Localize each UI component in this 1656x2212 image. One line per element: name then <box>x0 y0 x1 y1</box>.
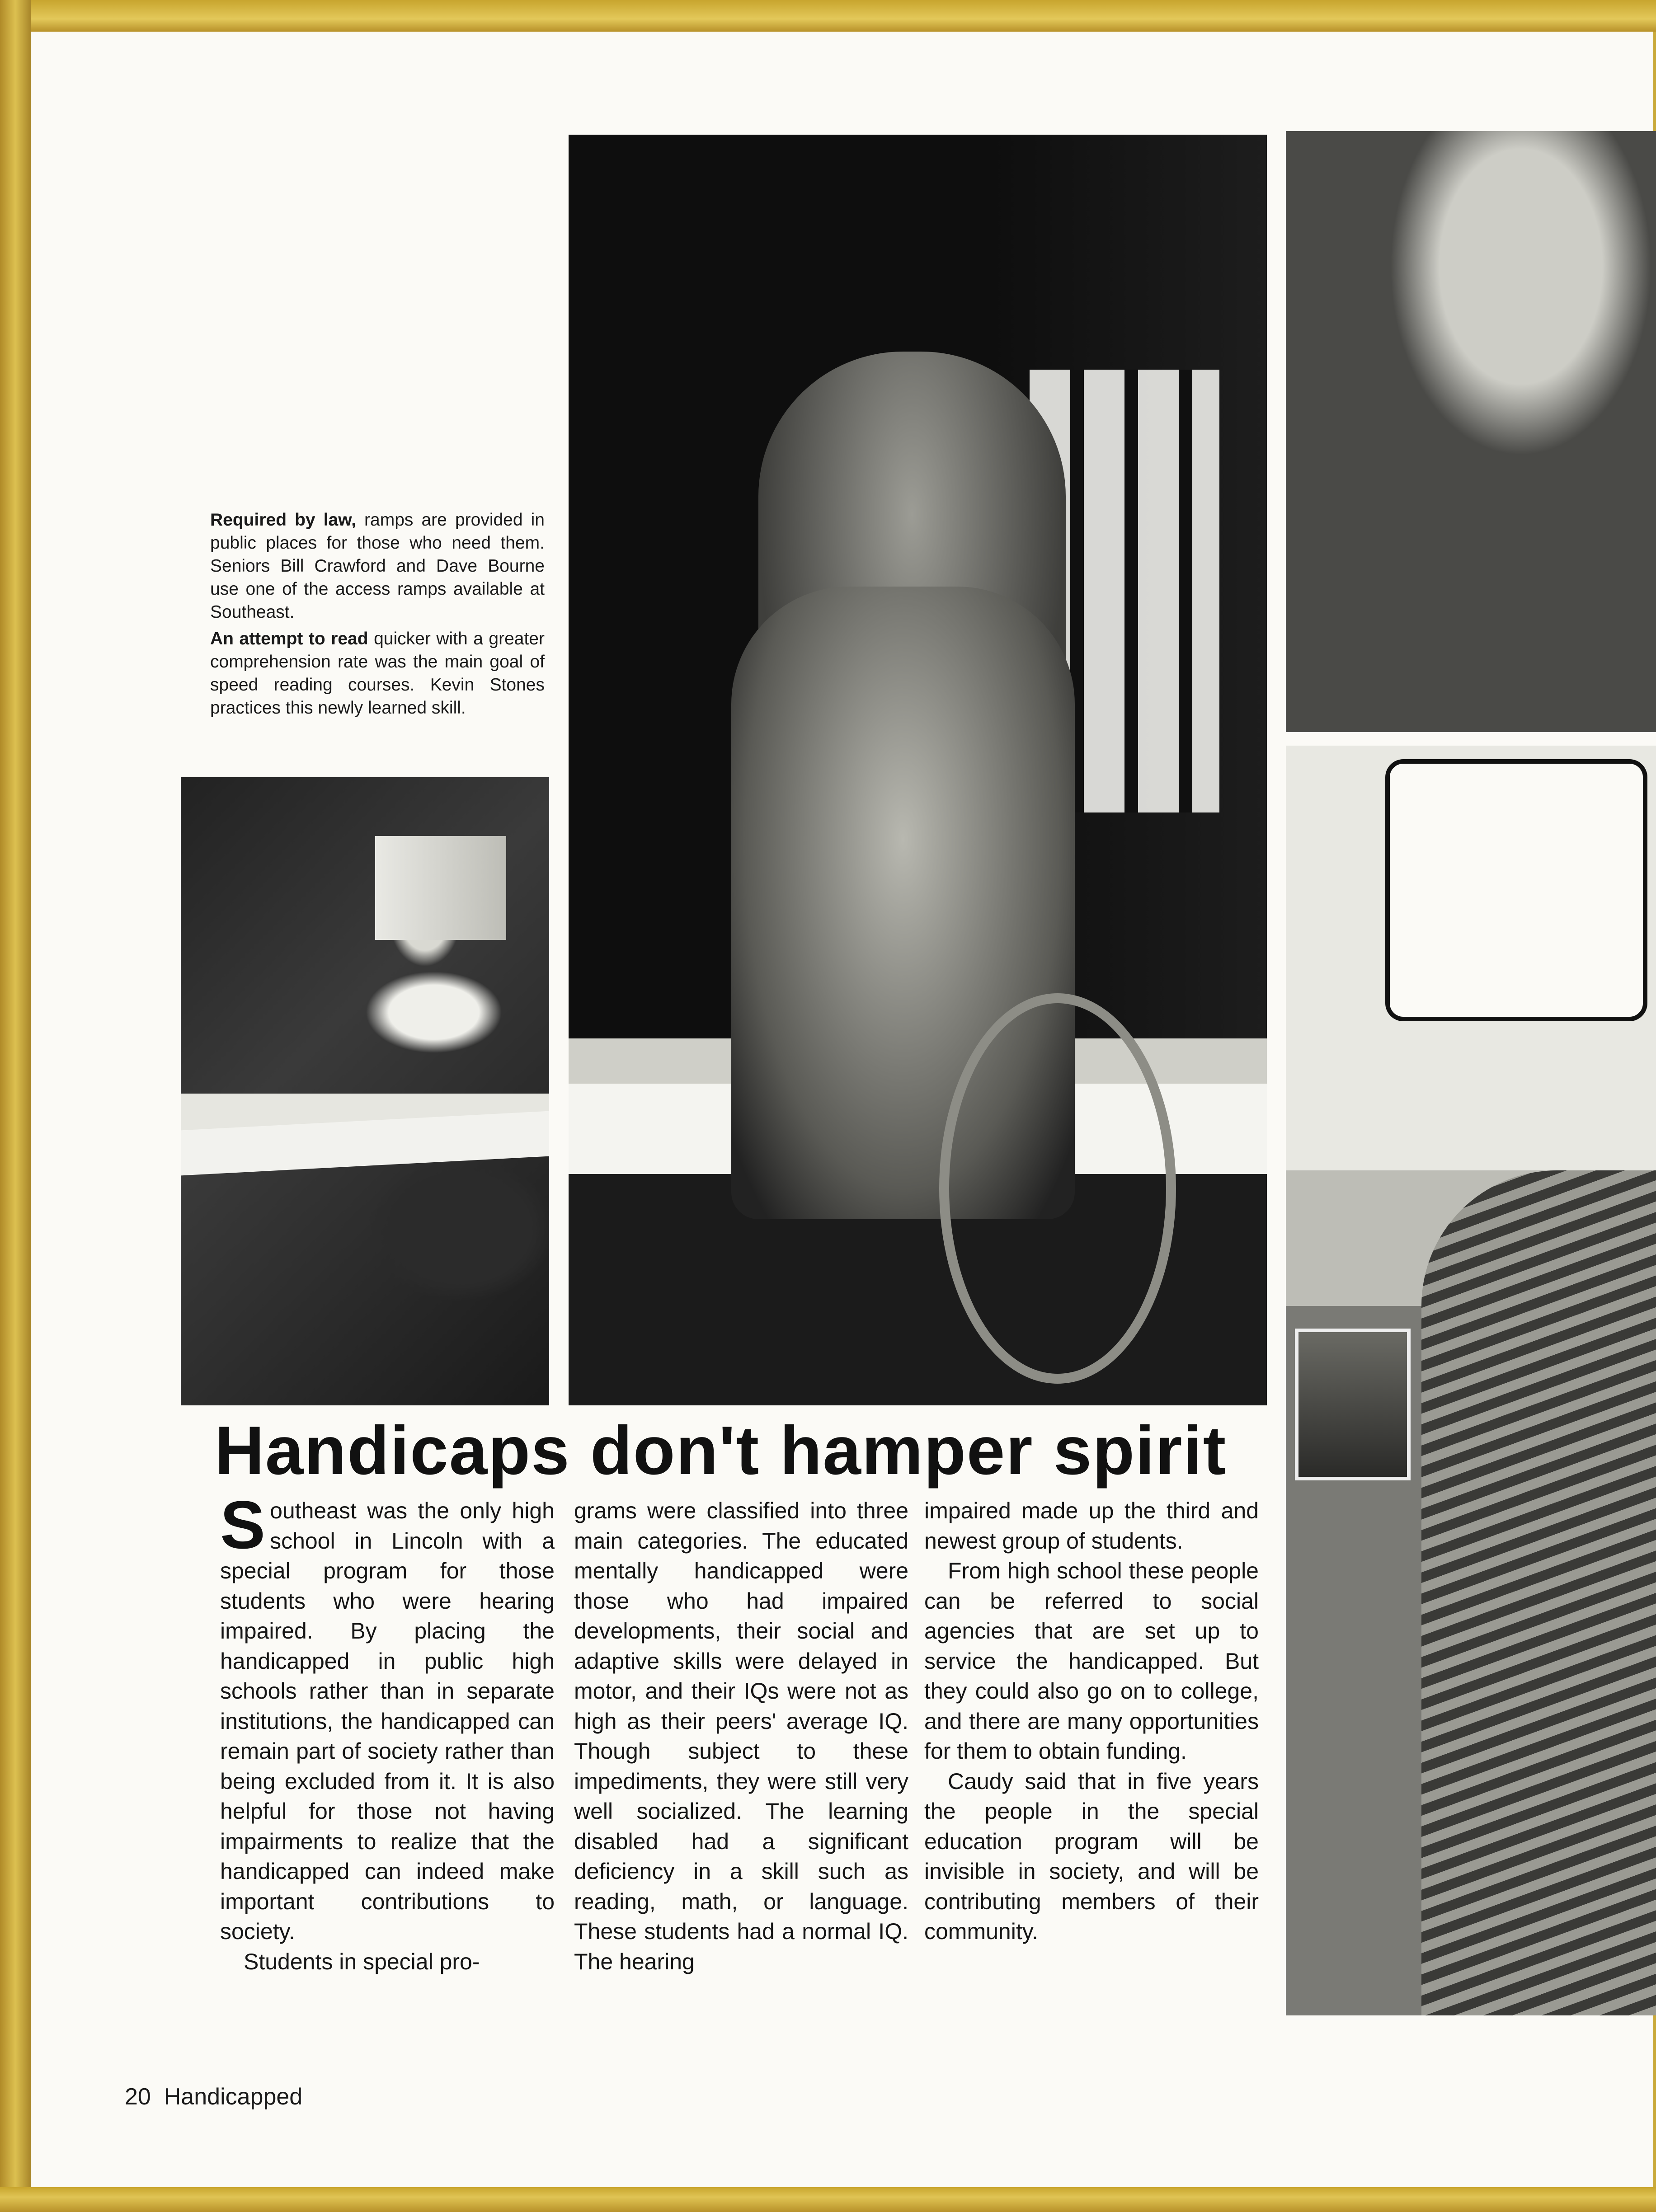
binding-top <box>0 0 1656 32</box>
article-paragraph: Students in special pro- <box>244 1949 480 1974</box>
page-number: 20 <box>125 2084 151 2110</box>
article-paragraph: Caudy said that in five years the people in the special education program will be invisible in society, and will be contributing members of their community. <box>924 1768 1259 1944</box>
binding-left <box>0 0 31 2212</box>
photo-poster <box>375 836 506 940</box>
article-paragraph <box>220 1487 555 1947</box>
caption-reading <box>210 627 545 719</box>
article-column-1 <box>220 1487 555 1977</box>
photo-wheel <box>939 993 1176 1384</box>
headline: Handicaps don't hamper spirit <box>215 1412 1227 1489</box>
caption-ramp-body: ramps are provided in public places for those who need them. Seniors Bill Crawford and Dave Bourne use one of the access ramps available at Southeast. <box>210 510 545 622</box>
article-paragraph: grams were classified into three main categories. The educated mentally handicapped were those who had impaired developments, their social and adaptive skills were delayed in motor, and their IQs were not as high as their peers' average IQ. Though subject to these impediments, they were still very well socialized. The learning disabled had a significant deficiency in a skill such as reading, math, or language. These students had a normal IQ. The hearing <box>574 1498 908 1974</box>
article-column-2 <box>574 1496 908 1977</box>
article-paragraph: From high school these people can be referred to social agencies that are set up to service the handicapped. But they could also go on to college, and there are many opportunities for them to obtain funding. <box>924 1558 1259 1764</box>
photo-captions <box>210 508 545 723</box>
article-paragraph: impaired made up the third and newest group of students. <box>924 1498 1259 1554</box>
drop-cap: S <box>220 1487 266 1563</box>
photo-wheelchair-ramp <box>569 135 1267 1405</box>
photo-student-back <box>1421 1170 1656 2015</box>
caption-ramp-lead: Required by law, <box>210 510 356 530</box>
photo-portrait-clipping <box>1295 1329 1411 1480</box>
article-column-3 <box>924 1496 1259 1947</box>
photo-cartoon-poster <box>1385 759 1647 1021</box>
section-name: Handicapped <box>164 2084 303 2110</box>
caption-ramp <box>210 508 545 624</box>
binding-bottom <box>0 2187 1656 2212</box>
page-footer <box>125 2083 302 2110</box>
caption-reading-body: quicker with a greater comprehension rate was the main goal of speed reading courses. Kevin Stones practices this newly learned skill. <box>210 629 545 718</box>
caption-reading-lead: An attempt to read <box>210 629 368 648</box>
photo-table <box>181 1111 549 1176</box>
photo-speed-reading <box>181 777 549 1405</box>
photo-right-collage <box>1286 131 1656 2015</box>
article-text: outheast was the only high school in Lincoln with a special program for those students who were hearing impaired. By placing the handicapped in public high schools rather than in separate institutions, the handicapped can remain part of society rather than being excluded from it. It is also helpful for those not having impairments to realize that the handicapped can indeed make important contributions to society. <box>220 1498 555 1944</box>
